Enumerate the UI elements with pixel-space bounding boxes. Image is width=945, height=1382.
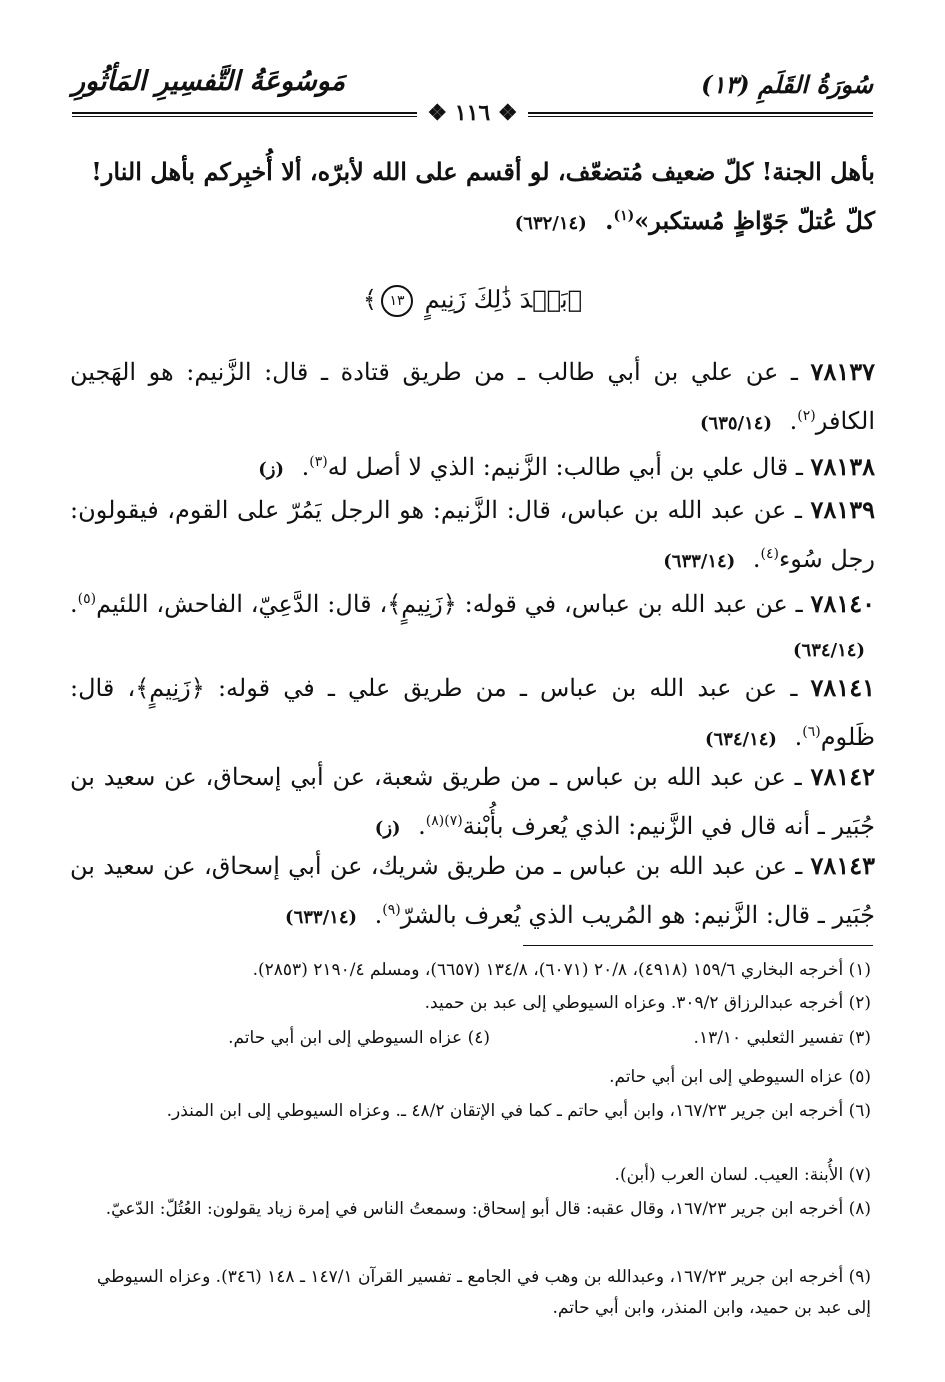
footnote-marker: (٣) [309, 454, 328, 470]
volume-ref: (٦٣٣/١٤) [663, 551, 736, 572]
entry-text: ـ عن عبد الله بن عباس، قال: الزَّنيم: هو الرجل يَمُرّ على القوم، فيقولون: رجل سُوء [70, 496, 875, 573]
footnote-2: (٢) أخرجه عبدالرزاق ٣٠٩/٢. وعزاه السيوطي إلى عبد بن حميد. [424, 993, 871, 1013]
volume-ref: (٦٣٢/١٤) [514, 213, 587, 234]
verse-number-ornament: ١٣ [381, 285, 413, 317]
intro-line-1: بأهل الجنة! كلّ ضعيف مُتضعّف، لو أقسم على الله لأبرّه، ألا أُخبِركم بأهل النار! [91, 157, 875, 186]
intro-paragraph [70, 150, 875, 246]
verse-heading [0, 285, 945, 317]
entry-number: ٧٨١٤٣ [810, 851, 875, 880]
verse-text: ﴿بَعۡدَ ذَٰلِكَ زَنِيمٍ [424, 285, 583, 314]
volume-ref: (ز) [258, 459, 285, 480]
footnote-marker: (١) [613, 208, 635, 224]
footnote-8: (٨) أخرجه ابن جرير ١٦٧/٢٣، وقال عقبه: قال أبو إسحاق: وسمعتُ الناس في إمرة زياد يقولون: العُتُلّ: الدّعيّ. [105, 1199, 871, 1219]
footnote-4: (٤) عزاه السيوطي إلى ابن أبي حاتم. [228, 1028, 490, 1048]
footnote-6: (٦) أخرجه ابن جرير ١٦٧/٢٣، وابن أبي حاتم ـ كما في الإتقان ٤٨/٢ ـ. وعزاه السيوطي إلى ابن المنذر. [166, 1101, 871, 1121]
entry-text: ـ عن علي بن أبي طالب ـ من طريق قتادة ـ قال: الزَّنيم: هو الهَجين الكافر [70, 358, 875, 435]
footnote-marker: (٢) [797, 408, 816, 424]
page-number-wrap [0, 100, 945, 126]
footnote-marker: (٥) [77, 591, 97, 607]
footnote-9: (٩) أخرجه ابن جرير ١٦٧/٢٣، وعبدالله بن وهب في الجامع ـ تفسير القرآن ١٤٧/١ ـ ١٤٨ (٣٤٦). وعزاه السيوطي إلى عبد بن حميد، وابن المنذر، وابن أبي حاتم. [96, 1267, 871, 1318]
footnote-3: (٣) تفسير الثعلبي ١٣/١٠. [693, 1028, 871, 1048]
entry-78137: ٧٨١٣٧ ـ عن علي بن أبي طالب ـ من طريق قتادة ـ قال: الزَّنيم: هو الهَجين الكافر$^{(٢)}$. (٦٣٥/١٤) [70, 357, 875, 435]
footnote-marker: (٧)(٨) [425, 813, 463, 829]
entry-78139: ٧٨١٣٩ ـ عن عبد الله بن عباس، قال: الزَّنيم: هو الرجل يَمُرّ على القوم، فيقولون: رجل سُوء$^{(٤)}$. (٦٣٣/١٤) [70, 495, 875, 573]
entry-78143: ٧٨١٤٣ ـ عن عبد الله بن عباس ـ من طريق شريك، عن أبي إسحاق، عن سعيد بن جُبَير ـ قال: الزَّنيم: هو المُريب الذي يُعرف بالشرّ$^{(٩)}$. (٦٣٣/١٤) [70, 851, 875, 929]
entry-78141: ٧٨١٤١ ـ عن عبد الله بن عباس ـ من طريق علي ـ في قوله: ﴿زَنِيمٍ﴾، قال: ظَلوم$^{(٦)}$. (٦٣٤/١٤) [70, 673, 875, 751]
volume-ref: (ز) [374, 818, 401, 839]
entry-78140: ٧٨١٤٠ ـ عن عبد الله بن عباس، في قوله: ﴿زَنِيمٍ﴾، قال: الدَّعِيّ، الفاحش، اللئيم$^{(٥)}$. (٦٣٤/١٤) [70, 589, 875, 661]
verse-close: ﴾ [362, 285, 377, 314]
entry-78142: ٧٨١٤٢ ـ عن عبد الله بن عباس ـ من طريق شعبة، عن أبي إسحاق، عن سعيد بن جُبَير ـ أنه قال في الزَّنيم: الذي يُعرف بأُبْنة$^{(٧)(٨)}$. (ز) [70, 762, 875, 840]
intro-line-2: كلّ عُتلّ جَوّاظٍ مُستكبر»$^{(١)}$. (٦٣٢/١٤) [514, 206, 875, 235]
entry-text: ـ عن عبد الله بن عباس ـ من طريق شعبة، عن أبي إسحاق، عن سعيد بن جُبَير ـ أنه قال في الزَّنيم: الذي يُعرف بأُبْنة [70, 763, 875, 840]
footnote-1: (١) أخرجه البخاري ١٥٩/٦ (٤٩١٨)، ٢٠/٨ (٦٠٧١)، ١٣٤/٨ (٦٦٥٧)، ومسلم ٢١٩٠/٤ (٢٨٥٣). [252, 960, 871, 980]
entry-text: ـ عن عبد الله بن عباس ـ من طريق شريك، عن أبي إسحاق، عن سعيد بن جُبَير ـ قال: الزَّنيم: هو المُريب الذي يُعرف بالشرّ [70, 852, 875, 929]
volume-ref: (٦٣٣/١٤) [285, 907, 358, 928]
entry-number: ٧٨١٣٧ [810, 357, 875, 386]
entry-number: ٧٨١٤٠ [810, 589, 875, 618]
volume-ref: (٦٣٥/١٤) [700, 413, 772, 434]
surah-title: سُورَةُ القَلَمِ (١٣) [701, 70, 873, 99]
entry-text: ـ عن عبد الله بن عباس ـ من طريق علي ـ في قوله: ﴿زَنِيمٍ﴾، قال: ظَلوم [70, 674, 875, 751]
footnote-marker: (٤) [760, 546, 779, 562]
volume-ref: (٦٣٤/١٤) [793, 640, 865, 661]
volume-ref: (٦٣٤/١٤) [704, 729, 777, 750]
footnote-5: (٥) عزاه السيوطي إلى ابن أبي حاتم. [609, 1067, 871, 1087]
entry-78138: ٧٨١٣٨ ـ قال علي بن أبي طالب: الزَّنيم: الذي لا أصل له$^{(٣)}$. (ز) [258, 452, 875, 481]
entry-text: ـ عن عبد الله بن عباس، في قوله: ﴿زَنِيمٍ﴾، قال: الدَّعِيّ، الفاحش، اللئيم [96, 590, 803, 618]
entry-text: ـ قال علي بن أبي طالب: الزَّنيم: الذي لا أصل له [327, 453, 803, 481]
entry-number: ٧٨١٤٢ [810, 762, 875, 791]
entry-number: ٧٨١٤١ [810, 673, 875, 702]
page-number: ❖ ١١٦ ❖ [417, 100, 527, 126]
footnote-marker: (٩) [382, 902, 401, 918]
footnote-separator [523, 945, 873, 946]
footnote-marker: (٦) [802, 724, 821, 740]
entry-number: ٧٨١٣٩ [810, 495, 875, 524]
footnote-7: (٧) الأُبنة: العيب. لسان العرب (أبن). [614, 1165, 871, 1185]
entry-number: ٧٨١٣٨ [810, 452, 875, 481]
book-title: مَوسُوعَةُ التَّفسِيرِ المَأثُورِ [72, 66, 346, 97]
intro-line-2-text: كلّ عُتلّ جَوّاظٍ مُستكبر» [634, 206, 875, 235]
